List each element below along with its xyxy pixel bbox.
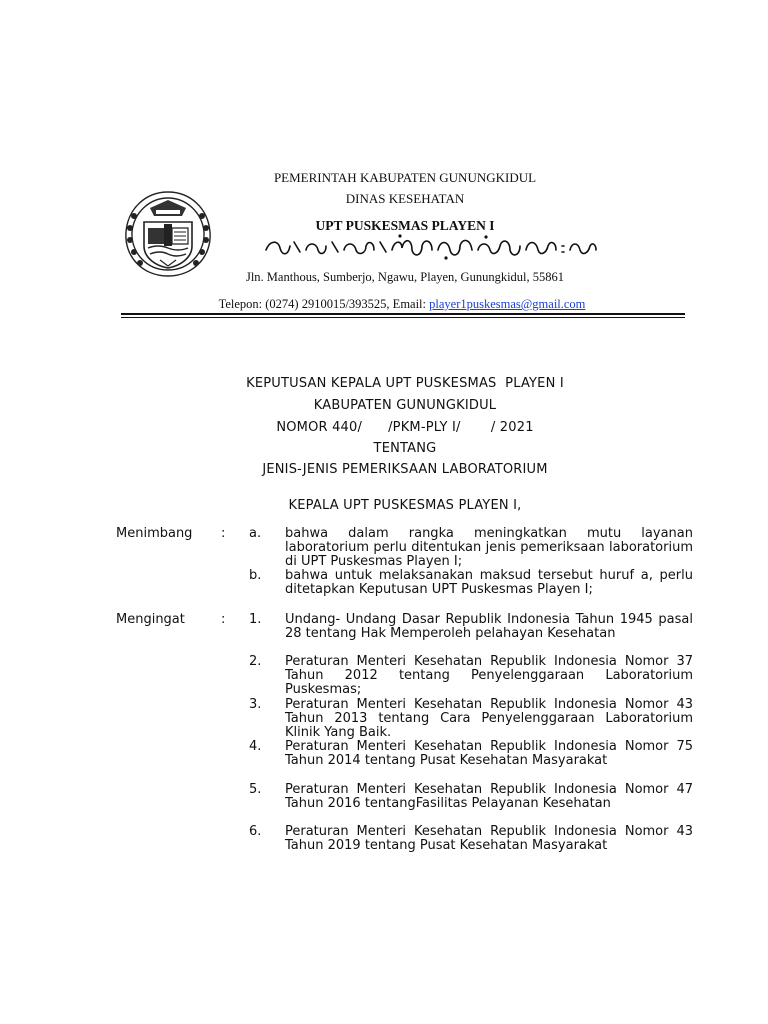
recalling-marker: 5.	[249, 782, 262, 797]
email-link[interactable]: player1puskesmas@gmail.com	[429, 297, 586, 311]
recalling-marker: 3.	[249, 697, 262, 712]
recalling-item: Peraturan Menteri Kesehatan Republik Indonesia Nomor 47 Tahun 2016 tentangFasilitas Pelayanan Kesehatan	[285, 782, 693, 812]
recalling-item: Peraturan Menteri Kesehatan Republik Indonesia Nomor 75 Tahun 2014 tentang Pusat Kesehatan Masyarakat	[285, 739, 693, 769]
considering-marker: b.	[249, 568, 262, 583]
contact-phone: Telepon: (0274) 2910015/393525, Email:	[218, 297, 430, 311]
considering-item: bahwa dalam rangka meningkatkan mutu layanan laboratorium perlu ditentukan jenis pemeriksaan laboratorium di UPT Puskesmas Playen I;	[285, 526, 693, 570]
recalling-label: Mengingat	[116, 612, 185, 627]
decree-number: NOMOR 440/ /PKM-PLY I/ / 2021	[276, 420, 534, 435]
javanese-script-icon	[262, 232, 602, 262]
decree-subject: JENIS-JENIS PEMERIKSAAN LABORATORIUM	[262, 462, 548, 477]
recalling-item: Peraturan Menteri Kesehatan Republik Indonesia Nomor 43 Tahun 2019 tentang Pusat Kesehatan Masyarakat	[285, 824, 693, 854]
recalling-item: Undang- Undang Dasar Republik Indonesia Tahun 1945 pasal 28 tentang Hak Memperoleh pelahayan Kesehatan	[285, 612, 693, 642]
letterhead-institution: UPT PUSKESMAS PLAYEN I	[315, 218, 495, 233]
recalling-colon: :	[221, 612, 226, 627]
recalling-marker: 2.	[249, 654, 262, 669]
letterhead-divider-thick	[121, 313, 685, 315]
letterhead-divider-thin	[121, 317, 685, 318]
letterhead-address: Jln. Manthous, Sumberjo, Ngawu, Playen, Gunungkidul, 55861	[245, 270, 565, 284]
decree-title: KEPUTUSAN KEPALA UPT PUSKESMAS PLAYEN I	[246, 376, 564, 391]
recalling-item: Peraturan Menteri Kesehatan Republik Indonesia Nomor 37 Tahun 2012 tentang Penyelenggaraan Laboratorium Puskesmas;	[285, 654, 693, 698]
decree-about-label: TENTANG	[373, 441, 437, 456]
recalling-marker: 4.	[249, 739, 262, 754]
considering-item: bahwa untuk melaksanakan maksud tersebut huruf a, perlu ditetapkan Keputusan UPT Puskesmas Playen I;	[285, 568, 693, 598]
letterhead-contact	[122, 297, 682, 312]
decree-issuer: KEPALA UPT PUSKESMAS PLAYEN I,	[288, 498, 522, 513]
considering-label: Menimbang	[116, 526, 193, 541]
recalling-marker: 1.	[249, 612, 262, 627]
considering-marker: a.	[249, 526, 262, 541]
considering-colon: :	[221, 526, 226, 541]
decree-regency: KABUPATEN GUNUNGKIDUL	[313, 398, 497, 413]
recalling-item: Peraturan Menteri Kesehatan Republik Indonesia Nomor 43 Tahun 2013 tentang Cara Penyelenggaraan Laboratorium Klinik Yang Baik.	[285, 697, 693, 741]
letterhead-department: DINAS KESEHATAN	[345, 191, 465, 206]
recalling-marker: 6.	[249, 824, 262, 839]
letterhead-government: PEMERINTAH KABUPATEN GUNUNGKIDUL	[273, 170, 537, 185]
